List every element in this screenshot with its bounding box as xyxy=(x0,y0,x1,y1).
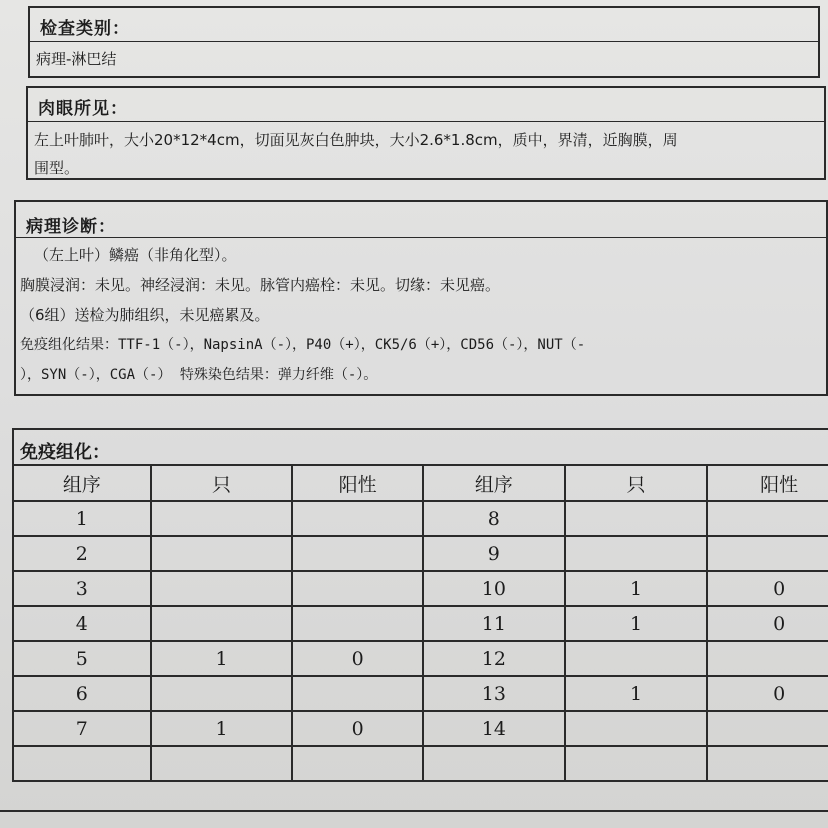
table-cell: 7 xyxy=(13,711,151,746)
table-row xyxy=(13,571,828,606)
table-cell: 8 xyxy=(423,501,565,536)
table-cell xyxy=(13,746,151,781)
table-row xyxy=(13,641,828,676)
table-cell: 0 xyxy=(707,676,828,711)
table-cell: 13 xyxy=(423,676,565,711)
table-row xyxy=(13,536,828,571)
table-cell: 0 xyxy=(292,711,423,746)
diagnosis-line-1: （左上叶）鳞癌（非角化型）。 xyxy=(34,246,237,264)
gross-line-2: 围型。 xyxy=(34,159,80,177)
table-cell: 1 xyxy=(13,501,151,536)
table-cell xyxy=(292,606,423,641)
table-cell: 2 xyxy=(13,536,151,571)
table-cell: 1 xyxy=(151,711,293,746)
diagnosis-line-3: （6组）送检为肺组织，未见癌累及。 xyxy=(20,306,270,324)
ihc-table-title: 免疫组化： xyxy=(12,428,828,464)
diagnosis-line-4: 免疫组化结果：TTF-1（-），NapsinA（-），P40（+），CK5/6（+），CD56（-），NUT（- xyxy=(20,337,586,353)
table-cell xyxy=(151,501,293,536)
table-cell xyxy=(565,501,708,536)
diagnosis-text xyxy=(16,238,826,392)
exam-type-value: 病理-淋巴结 xyxy=(36,50,117,68)
gross-line-1: 左上叶肺叶，大小20*12*4cm，切面见灰白色肿块，大小2.6*1.8cm，质中，界清，近胸膜，周 xyxy=(34,131,678,149)
table-cell xyxy=(292,676,423,711)
table-cell: 9 xyxy=(423,536,565,571)
table-cell xyxy=(292,746,423,781)
header-group: 组序 xyxy=(13,465,151,501)
table-cell xyxy=(565,711,708,746)
table-cell xyxy=(292,571,423,606)
table-cell xyxy=(565,746,708,781)
header-positive: 阳性 xyxy=(292,465,423,501)
table-cell xyxy=(151,746,293,781)
exam-type-heading: 检查类别： xyxy=(30,8,818,42)
table-cell: 0 xyxy=(292,641,423,676)
table-cell: 0 xyxy=(707,606,828,641)
table-cell: 10 xyxy=(423,571,565,606)
table-cell: 1 xyxy=(151,641,293,676)
table-cell xyxy=(151,676,293,711)
table-cell xyxy=(151,571,293,606)
table-row xyxy=(13,501,828,536)
table-cell xyxy=(707,711,828,746)
table-cell xyxy=(423,746,565,781)
table-cell xyxy=(292,536,423,571)
table-cell: 6 xyxy=(13,676,151,711)
table-cell: 1 xyxy=(565,571,708,606)
gross-findings-section xyxy=(26,86,826,180)
diagnosis-line-2: 胸膜浸润：未见。神经浸润：未见。脉管内癌栓：未见。切缘：未见癌。 xyxy=(20,276,501,294)
table-cell: 1 xyxy=(565,606,708,641)
table-cell xyxy=(707,746,828,781)
header-group: 组序 xyxy=(423,465,565,501)
table-cell: 14 xyxy=(423,711,565,746)
table-cell: 4 xyxy=(13,606,151,641)
table-cell: 0 xyxy=(707,571,828,606)
table-row xyxy=(13,606,828,641)
ihc-table xyxy=(12,464,828,782)
table-cell xyxy=(292,501,423,536)
diagnosis-heading: 病理诊断： xyxy=(16,202,826,238)
table-cell: 1 xyxy=(565,676,708,711)
table-cell xyxy=(565,641,708,676)
table-cell xyxy=(707,536,828,571)
table-row xyxy=(13,746,828,781)
diagnosis-section xyxy=(14,200,828,396)
bottom-divider xyxy=(0,810,828,812)
gross-findings-text xyxy=(28,122,824,186)
ihc-header-row xyxy=(13,465,828,501)
table-cell: 5 xyxy=(13,641,151,676)
table-cell: 3 xyxy=(13,571,151,606)
gross-findings-heading: 肉眼所见： xyxy=(28,88,824,122)
table-row xyxy=(13,711,828,746)
diagnosis-line-5: ），SYN（-），CGA（-） 特殊染色结果：弹力纤维（-）。 xyxy=(20,367,378,383)
header-positive: 阳性 xyxy=(707,465,828,501)
table-cell: 11 xyxy=(423,606,565,641)
table-cell xyxy=(565,536,708,571)
table-cell xyxy=(151,536,293,571)
header-count: 只 xyxy=(151,465,293,501)
table-cell xyxy=(707,641,828,676)
table-cell xyxy=(151,606,293,641)
table-cell xyxy=(707,501,828,536)
header-count: 只 xyxy=(565,465,708,501)
exam-type-section xyxy=(28,6,820,78)
table-cell: 12 xyxy=(423,641,565,676)
table-row xyxy=(13,676,828,711)
